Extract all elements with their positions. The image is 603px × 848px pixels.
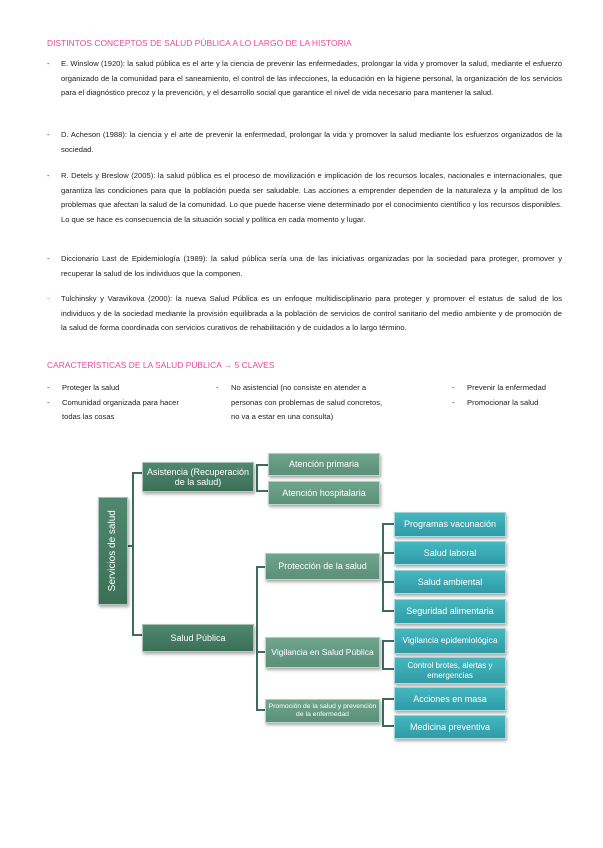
connector-line	[128, 545, 134, 547]
characteristics-col-3	[452, 381, 572, 410]
connector-line	[382, 640, 384, 670]
connector-line	[256, 464, 268, 466]
list-item: - No asistencial (no consiste en atender a personas con problemas de salud concretos, no va a estar en una consulta)	[216, 383, 383, 422]
definition-acheson	[47, 128, 562, 157]
list-item: - Proteger la salud	[47, 383, 120, 392]
section-heading-caracteristicas: CARACTERÍSTICAS DE LA SALUD PÚBLICA → 5 CLAVES	[47, 360, 275, 370]
definition-text: R. Detels y Breslow (2005): la salud pública es el proceso de movilización e implicación de los recursos locales, nacionales e internacionales, que garantiza las condiciones para que la población pueda ser saludable. Las acciones a emprender dependen de la naturaleza y la amplitud de los problemas que afectan la salud de la comunidad. Lo que puede hacerse viene determinado por el conocimiento científico y los recursos disponibles. Lo que se hace es consecuencia de la situación social y política en cada momento y lugar.	[61, 171, 562, 224]
root-box-servicios-salud: Servicios de salud	[98, 497, 128, 605]
connector-line	[132, 472, 134, 636]
box-proteccion-salud: Protección de la salud	[265, 553, 380, 580]
definition-detels-breslow	[47, 169, 562, 227]
box-vigilancia-salud-publica: Vigilancia en Salud Pública	[265, 637, 380, 668]
box-salud-publica: Salud Pública	[142, 624, 254, 652]
list-item: - Comunidad organizada para hacer todas las cosas	[47, 397, 179, 422]
box-seguridad-alimentaria: Seguridad alimentaria	[394, 599, 506, 624]
connector-line	[382, 610, 394, 612]
box-salud-laboral: Salud laboral	[394, 541, 506, 565]
box-atencion-hospitalaria: Atención hospitalaria	[268, 481, 380, 505]
box-salud-ambiental: Salud ambiental	[394, 570, 506, 594]
definition-text: D. Acheson (1988): la ciencia y el arte de prevenir la enfermedad, prolongar la vida y promover la salud mediante los esfuerzos organizados de la sociedad.	[61, 130, 562, 154]
box-acciones-masa: Acciones en masa	[394, 687, 506, 711]
connector-line	[382, 725, 394, 727]
bullet-dash: -	[47, 294, 50, 303]
definition-winslow	[47, 57, 562, 101]
box-medicina-preventiva: Medicina preventiva	[394, 715, 506, 739]
definition-tulchinsky	[47, 292, 562, 336]
bullet-dash: -	[47, 130, 50, 139]
connector-line	[256, 490, 268, 492]
connector-line	[256, 566, 258, 711]
connector-line	[382, 523, 384, 612]
connector-line	[382, 668, 394, 670]
box-asistencia: Asistencia (Recuperación de la salud)	[142, 462, 254, 492]
connector-line	[382, 523, 394, 525]
definition-text: E. Winslow (1920): la salud pública es el arte y la ciencia de prevenir las enfermedades, prolongar la vida y promover la salud, mediante el esfuerzo organizado de la comunidad para el saneamiento, el control de las infecciones, la educación en la higiene personal, la organización de los servicios para el diagnóstico precoz y la prevención, y el desarrollo social que garantice el nivel de vida necesario para mantener la salud.	[61, 59, 562, 98]
connector-line	[382, 698, 394, 700]
box-control-brotes: Control brotes, alertas y emergencias	[394, 657, 506, 684]
box-promocion-prevencion: Promoción de la salud y prevención de la enfermedad	[265, 699, 380, 723]
list-item: - Promocionar la salud	[452, 397, 539, 407]
characteristics-col-1	[47, 381, 187, 425]
list-item: - Prevenir la enfermedad	[452, 383, 546, 392]
connector-line	[382, 552, 394, 554]
bullet-dash: -	[47, 59, 50, 68]
box-atencion-primaria: Atención primaria	[268, 453, 380, 476]
connector-line	[256, 464, 258, 492]
definition-diccionario-last	[47, 252, 562, 281]
box-programas-vacunacion: Programas vacunación	[394, 512, 506, 537]
connector-line	[382, 698, 384, 727]
bullet-dash: -	[47, 254, 50, 263]
connector-line	[382, 581, 394, 583]
definition-text: Diccionario Last de Epidemiología (1989): la salud pública sería una de las iniciativas organizadas por la sociedad para proteger, promover y recuperar la salud de los individuos que la componen.	[61, 254, 562, 278]
bullet-dash: -	[47, 171, 50, 180]
characteristics-col-2	[216, 381, 391, 425]
definition-text: Tulchinsky y Varavikova (2000): la nueva Salud Pública es un enfoque multidisciplinario para proteger y promover el estatus de salud de los individuos y de la sociedad mediante la provisión equilibrada a la población de servicios de control sanitario del medio ambiente y de promoción de la salud de forma coordinada con servicios curativos de rehabilitación y de cuidados a lo largo término.	[61, 294, 562, 333]
section-heading-conceptos: DISTINTOS CONCEPTOS DE SALUD PÚBLICA A LO LARGO DE LA HISTORIA	[47, 38, 352, 48]
box-vigilancia-epidemiologica: Vigilancia epidemiológica	[394, 628, 506, 654]
connector-line	[382, 640, 394, 642]
